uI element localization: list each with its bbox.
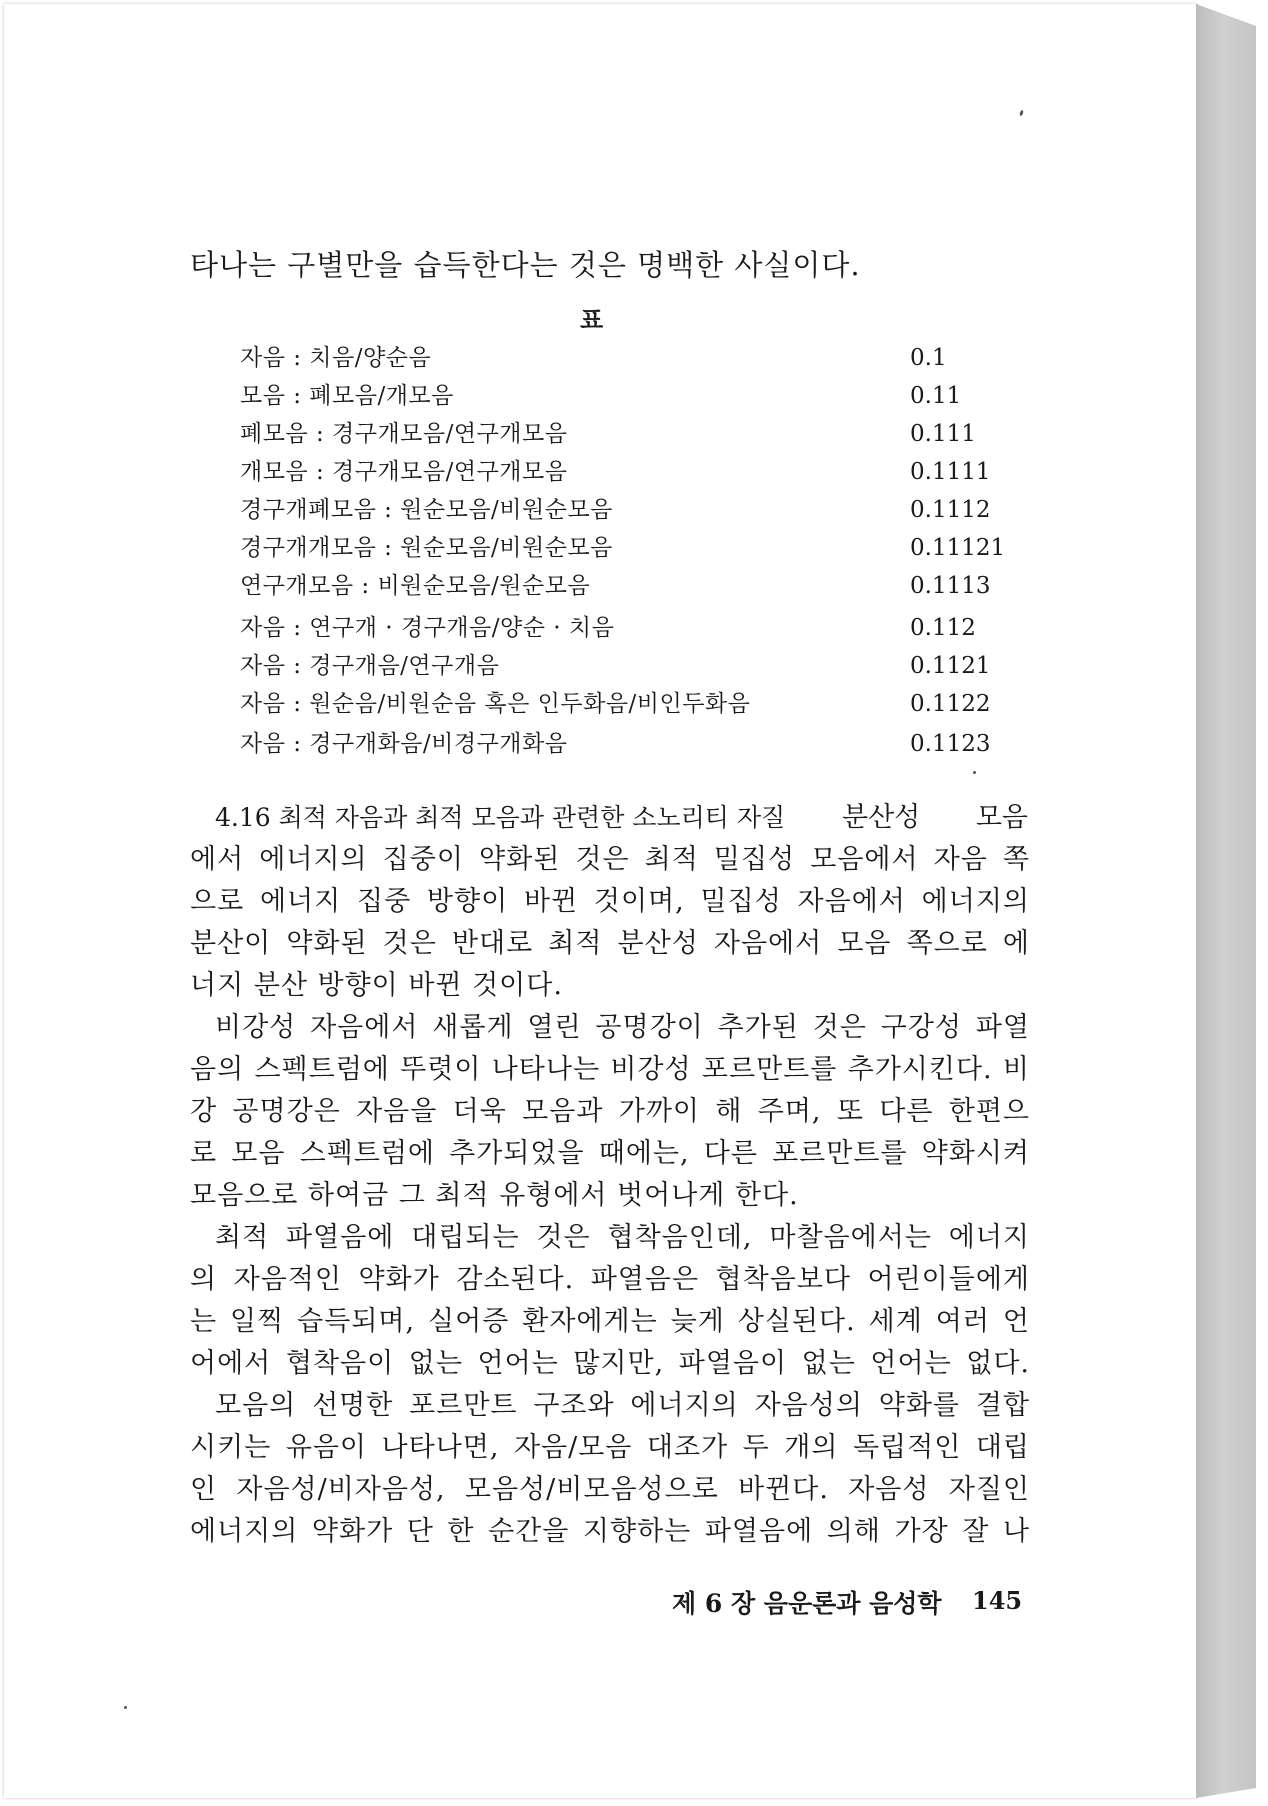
body-line: 비강성 자음에서 새롭게 열린 공명강이 추가된 것은 구강성 파열	[215, 1012, 1030, 1043]
table-row-label: 자음 : 연구개 · 경구개음/양순 · 치음	[240, 615, 615, 641]
body-line: 음의 스펙트럼에 뚜렷이 나타나는 비강성 포르만트를 추가시킨다. 비	[190, 1054, 1030, 1085]
table-row-label: 자음 : 원순음/비원순음 혹은 인두화음/비인두화음	[240, 691, 751, 717]
body-line: 너지 분산 방향이 바뀐 것이다.	[190, 970, 563, 1001]
body-line: 는 일찍 습득되며, 실어증 환자에게는 늦게 상실된다. 세계 여러 언	[190, 1306, 1030, 1337]
table-row-value: 0.1111	[910, 459, 991, 485]
table-row-value: 0.1123	[910, 731, 991, 757]
table-row-value: 0.11	[910, 383, 962, 409]
running-footer-chapter: 제 6 장 음운론과 음성학	[672, 1589, 942, 1618]
body-line: 에서 에너지의 집중이 약화된 것은 최적 밀집성 모음에서 자음 쪽	[190, 844, 1030, 875]
table-row-label: 모음 : 폐모음/개모음	[240, 383, 454, 409]
body-line: 분산이 약화된 것은 반대로 최적 분산성 자음에서 모음 쪽으로 에	[190, 928, 1030, 959]
body-line: 모음으로 하여금 그 최적 유형에서 벗어나게 한다.	[190, 1180, 799, 1211]
table-row-value: 0.1122	[910, 691, 991, 717]
table-row-value: 0.1112	[910, 497, 991, 523]
table-row-value: 0.1	[910, 345, 947, 371]
table-row-label: 자음 : 치음/양순음	[240, 345, 432, 371]
scan-speck	[973, 771, 976, 774]
table-row-label: 경구개폐모음 : 원순모음/비원순모음	[240, 497, 613, 523]
table-row-label: 자음 : 경구개음/연구개음	[240, 653, 500, 679]
table-row-label: 개모음 : 경구개모음/연구개모음	[240, 459, 568, 485]
table-row-value: 0.1121	[910, 653, 991, 679]
body-line: 에너지의 약화가 단 한 순간을 지향하는 파열음에 의해 가장 잘 나	[190, 1516, 1030, 1547]
page-edge	[1196, 4, 1256, 1798]
table-title: 표	[580, 305, 604, 334]
intro-line: 타나는 구별만을 습득한다는 것은 명백한 사실이다.	[190, 248, 861, 282]
body-line: 로 모음 스펙트럼에 추가되었을 때에는, 다른 포르만트를 약화시켜	[190, 1138, 1030, 1169]
body-line: 인 자음성/비자음성, 모음성/비모음성으로 바뀐다. 자음성 자질인	[190, 1474, 1030, 1505]
body-line: 모음의 선명한 포르만트 구조와 에너지의 자음성의 약화를 결합	[215, 1390, 1030, 1421]
table-row-label: 연구개모음 : 비원순모음/원순모음	[240, 573, 591, 599]
body-line: 최적 파열음에 대립되는 것은 협착음인데, 마찰음에서는 에너지	[215, 1222, 1030, 1253]
table-row-value: 0.1113	[910, 573, 991, 599]
body-line: 의 자음적인 약화가 감소된다. 파열음은 협착음보다 어린이들에게	[190, 1264, 1030, 1295]
scan-speck	[124, 1706, 127, 1709]
page-number: 145	[972, 1586, 1023, 1615]
body-line: 시키는 유음이 나타나면, 자음/모음 대조가 두 개의 독립적인 대립	[190, 1432, 1030, 1463]
table-row-label: 경구개개모음 : 원순모음/비원순모음	[240, 535, 613, 561]
table-row-label: 폐모음 : 경구개모음/연구개모음	[240, 421, 568, 447]
body-line: 어에서 협착음이 없는 언어는 많지만, 파열음이 없는 언어는 없다.	[190, 1348, 1030, 1379]
scan-speck	[1019, 110, 1024, 117]
table-row-label: 자음 : 경구개화음/비경구개화음	[240, 731, 568, 757]
section-label: 분산성 모음	[842, 802, 1028, 833]
body-line: 으로 에너지 집중 방향이 바뀐 것이며, 밀집성 자음에서 에너지의	[190, 886, 1030, 917]
table-row-value: 0.11121	[910, 535, 1006, 561]
table-row-value: 0.111	[910, 421, 976, 447]
body-line: 강 공명강은 자음을 더욱 모음과 가까이 해 주며, 또 다른 한편으	[190, 1096, 1030, 1127]
section-heading: 4.16 최적 자음과 최적 모음과 관련한 소노리티 자질	[215, 803, 786, 832]
table-row-value: 0.112	[910, 615, 976, 641]
